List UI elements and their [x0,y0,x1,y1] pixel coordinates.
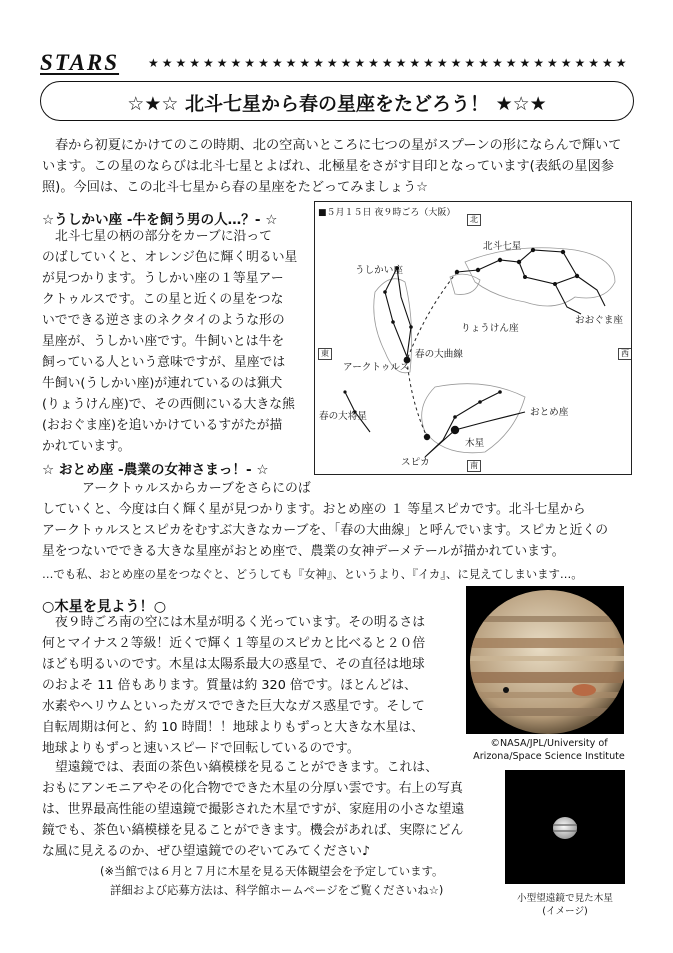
star [391,320,395,324]
virgo-line: アークトゥルスからカーブをさらにのば [82,481,311,496]
bootes-line: 牛飼い(うしかい座)が連れているのは猟犬 [42,376,283,391]
small-telescope-photo [505,770,625,884]
jupiter-photo [466,586,624,734]
jupiter-paragraph [42,612,462,759]
direction-north: 北 [467,214,481,226]
label-spica: スピカ [401,457,430,468]
jupiter-line: 水素やヘリウムといったガスでできた巨大なガス惑星です。そして [42,699,425,714]
jupiter-line: 何とマイナス２等級！近くで輝く１等星のスピカと比べると２０倍 [42,636,426,651]
bootes-paragraph [42,226,310,457]
article-title-box [40,81,634,121]
jupiter-line: 自転周期は何と、約 10 時間！！地球よりもずっと大きな木星は、 [42,720,424,735]
jupiter-mark [451,426,459,434]
jupiter-line: ほども明るいのです。木星は太陽系最大の惑星で、その直径は地球 [42,657,425,672]
small-jupiter-image [505,770,625,884]
star-map [314,201,632,475]
canes-figure [450,274,480,294]
label-arcturus: アークトゥルス [343,362,410,373]
photo-credit-line-1: ©NASA/JPL/University of [490,738,608,749]
bootes-line: (おおぐま座)を追いかけているすがたが描 [42,418,283,433]
event-note-line-2: 詳細および応募方法は、科学館ホームページをご覧くださいね☆) [110,883,444,897]
intro-line: 照)。今回は、この北斗七星から春の星座をたどってみましょう☆ [42,180,428,195]
virgo-aside: …でも私、おとめ座の星をつなぐと、どうしても『女神』、というより、『イカ』、に見えてしまいます…。 [42,567,583,581]
bootes-line: 北斗七星の柄の部分をカーブに沿って [55,229,272,244]
virgo-line: 星をつないでできる大きな星座がおとめ座で、農業の女神デーメテールが描かれています。 [42,544,565,559]
telescope-paragraph [42,757,502,862]
label-canes-venatici: りょうけん座 [461,323,519,334]
ursa-major-leg-lines [555,284,581,314]
bootes-line: 星座が、うしかい座です。牛飼いとは牛を [42,334,285,349]
star-map-caption: ■５月１５日 夜９時ごろ（大阪） [318,208,456,218]
star [523,275,527,279]
jupiter-line: のおよそ 11 倍もあります。質量は約 320 倍です。ほとんどは、 [42,678,417,693]
intro-line: 春から初夏にかけてのこの時期、北の空高いところに七つの星がスプーンの形にならんで輝いて [55,138,622,153]
star [498,258,502,262]
jupiter-line: 地球よりもずっと速いスピードで回転しているのです。 [42,741,360,756]
telescope-line: な風に見えるのか、ぜひ望遠鏡でのぞいてみてください♪ [42,844,371,859]
star [561,250,565,254]
label-big-dipper: 北斗七星 [483,241,522,252]
telescope-line: 鏡でも、茶色い縞模様を見ることができます。機会があれば、実際にどん [42,823,464,838]
star [478,400,482,404]
bootes-line: のばしていくと、オレンジ色に輝く明るい星 [42,250,298,265]
star [553,282,557,286]
bootes-line: クトゥルスです。この星と近くの星をつな [42,292,284,307]
bootes-line: いでできる逆さまのネクタイのような形の [42,313,285,328]
star [455,270,459,274]
star [409,325,413,329]
label-jupiter: 木星 [465,438,485,449]
star [498,390,502,394]
big-dipper-lines [457,250,577,284]
photo-credit-line-2: Arizona/Space Science Institute [473,751,625,762]
small-photo-caption-2: (イメージ) [542,906,588,917]
bootes-line: 飼っている人という意味ですが、星座では [42,355,286,370]
bootes-line: (りょうけん座)で、その西側にいる大きな熊 [42,397,295,412]
small-photo-caption-1: 小型望遠鏡で見た木星 [517,893,613,904]
masthead [40,52,640,78]
intro-line: います。この星のならびは北斗七星とよばれ、北極星をさがす目印となっています(表紙の星図参 [42,159,614,174]
label-virgo: おとめ座 [530,407,569,418]
virgo-heading: ☆ おとめ座 -農業の女神さまっ！- ☆ [42,462,269,478]
ursa-major-figure [465,248,615,306]
article-title: ☆★☆ 北斗七星から春の星座をたどろう！ ★☆★ [127,93,547,115]
telescope-line: は、世界最高性能の望遠鏡で撮影された木星ですが、家庭用の小さな望遠 [42,802,465,817]
bootes-line: が見つかります。うしかい座の１等星アー [42,271,284,286]
star [343,390,346,393]
bootes-line: かれています。 [42,439,131,454]
star [517,260,521,264]
ursa-major-head-lines [577,276,605,306]
virgo-paragraph [42,478,652,562]
star [575,274,579,278]
event-note-line-1: (※当館では６月と７月に木星を見る天体観望会を予定しています。 [100,864,444,878]
star [531,248,535,252]
virgo-line: アークトゥルスとスピカをむすぶ大きなカーブを、「春の大曲線」と呼んでいます。スピカと近くの [42,523,609,538]
spica-star [424,434,430,440]
label-spring-curve: 春の大曲線 [415,349,463,360]
label-spring-stars: 春の大将星 [319,411,367,422]
star [476,268,480,272]
intro-paragraph [42,135,642,198]
virgo-line: していくと、今度は白く輝く星が見つかります。おとめ座の １ 等星スピカです。北斗七星から [42,502,586,517]
jupiter-heading: ○木星を見よう！○ [42,599,167,615]
telescope-line: おもにアンモニアやその化合物でできた木星の分厚い雲です。右上の写真 [42,781,463,796]
bootes-lines [385,268,411,357]
direction-south: 南 [467,460,481,472]
jupiter-line: 夜９時ごろ南の空には木星が明るく光っています。その明るさは [55,615,426,630]
bootes-heading: ☆うしかい座 -牛を飼う男の人…？- ☆ [42,212,278,228]
jupiter-image [466,586,624,734]
direction-west: 西 [618,348,632,360]
masthead-star-row: ★★★★★★★★★★★★★★★★★★★★★★★★★★★★★★★★★★★ [148,56,630,70]
telescope-line: 望遠鏡では、表面の茶色い縞模様を見ることができます。これは、 [55,760,438,775]
star [453,415,457,419]
masthead-brand: STARS [40,50,120,75]
label-bootes: うしかい座 [355,265,403,276]
direction-east: 東 [318,348,332,360]
label-ursa-major: おおぐま座 [575,315,623,326]
star [383,290,387,294]
